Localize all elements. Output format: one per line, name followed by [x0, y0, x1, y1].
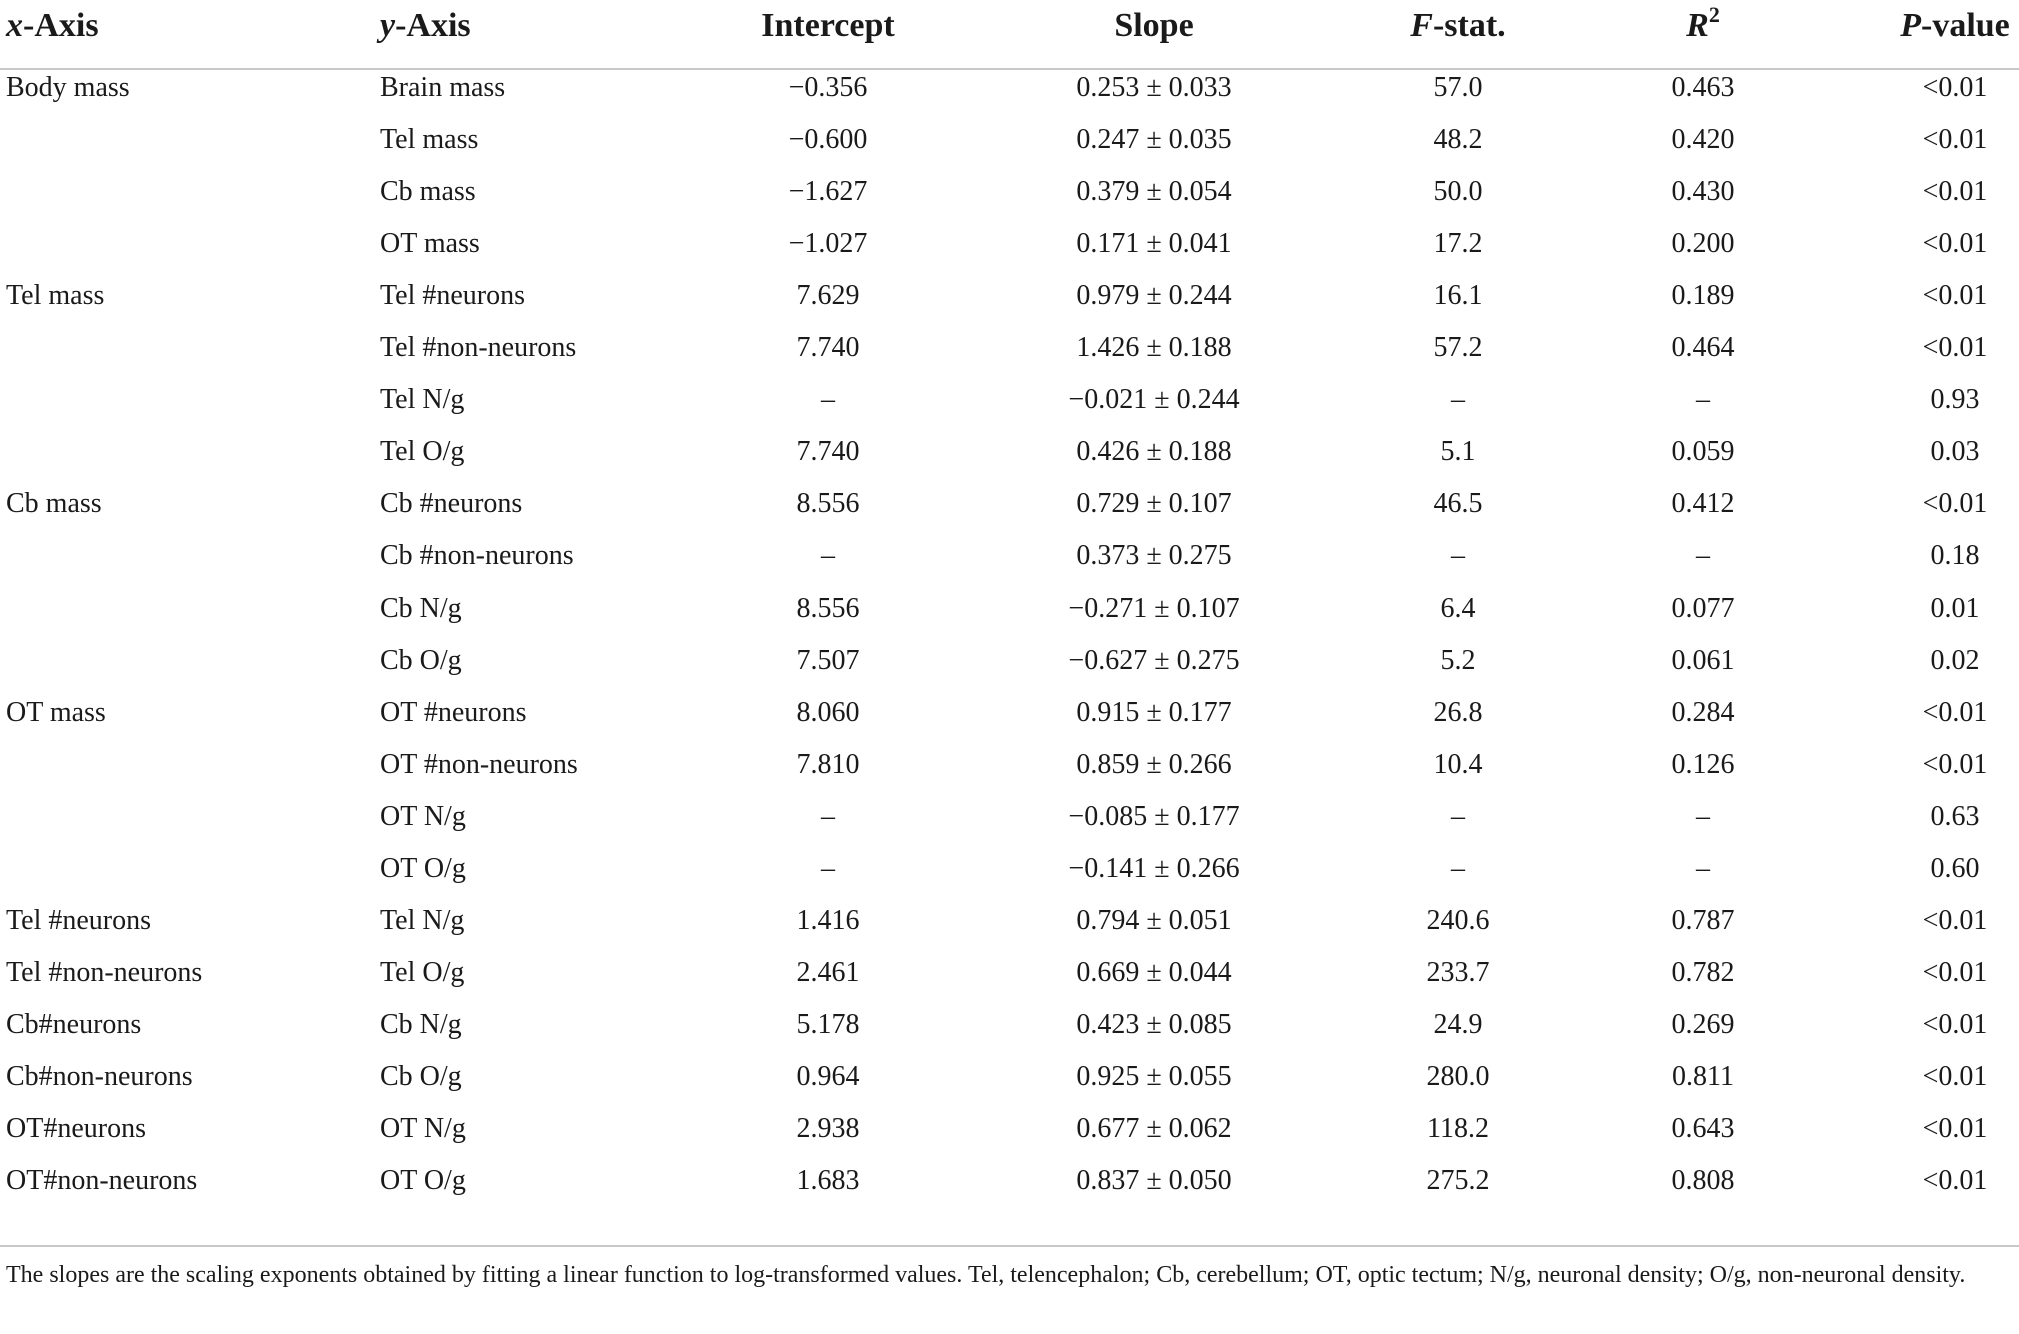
p-value-cell: <0.01 [1922, 696, 1988, 728]
intercept-cell: 7.507 [796, 644, 860, 676]
x-axis-cell: OT mass [6, 696, 106, 728]
slope-cell: 0.794 ± 0.051 [1076, 904, 1232, 936]
intercept-cell: −1.027 [788, 228, 868, 260]
intercept-cell: 7.740 [796, 436, 860, 468]
y-axis-cell: OT O/g [380, 1165, 466, 1197]
table-header [0, 0, 2019, 68]
table-row [0, 947, 2019, 999]
header-p-value: P-value [1900, 7, 2010, 44]
p-value-cell: 0.60 [1930, 852, 1980, 884]
x-axis-cell: Cb#neurons [6, 1008, 142, 1040]
y-axis-cell: Tel N/g [380, 384, 465, 416]
slope-cell: −0.085 ± 0.177 [1068, 800, 1240, 832]
intercept-cell: 2.461 [796, 956, 860, 988]
intercept-cell: 7.810 [796, 748, 860, 780]
table-row [0, 1051, 2019, 1103]
table-row [0, 114, 2019, 166]
header-f-stat: F-stat. [1410, 7, 1506, 44]
p-value-cell: 0.18 [1930, 540, 1980, 572]
r-squared-cell: 0.782 [1671, 956, 1735, 988]
header-intercept: Intercept [761, 7, 895, 44]
x-axis-cell: OT#neurons [6, 1113, 146, 1144]
p-value-cell: <0.01 [1922, 280, 1988, 312]
y-axis-cell: Cb #non-neurons [380, 540, 574, 572]
f-stat-cell: 5.2 [1440, 644, 1476, 676]
intercept-cell: 7.740 [796, 332, 860, 364]
slope-cell: 0.925 ± 0.055 [1076, 1060, 1232, 1092]
y-axis-cell: OT N/g [380, 800, 466, 832]
p-value-cell: <0.01 [1922, 488, 1988, 520]
p-value-cell: <0.01 [1922, 1008, 1988, 1040]
p-value-cell: <0.01 [1922, 72, 1988, 103]
f-stat-cell: 50.0 [1433, 176, 1483, 208]
intercept-cell: −0.600 [788, 124, 868, 156]
r-squared-cell: 0.787 [1671, 904, 1735, 936]
slope-cell: 0.426 ± 0.188 [1076, 436, 1232, 468]
f-stat-cell: – [1451, 384, 1465, 416]
f-stat-cell: 5.1 [1440, 436, 1476, 468]
r-squared-cell: 0.811 [1672, 1060, 1734, 1092]
p-value-cell: <0.01 [1922, 1060, 1988, 1092]
table-row [0, 1155, 2019, 1207]
p-value-cell: <0.01 [1922, 332, 1988, 364]
p-value-cell: 0.01 [1930, 592, 1980, 624]
f-stat-cell: 57.2 [1433, 332, 1483, 364]
intercept-cell: 1.683 [796, 1165, 860, 1197]
p-value-cell: <0.01 [1922, 228, 1988, 260]
slope-cell: 0.247 ± 0.035 [1076, 124, 1232, 156]
f-stat-cell: 26.8 [1433, 696, 1483, 728]
slope-cell: 0.677 ± 0.062 [1076, 1113, 1232, 1144]
f-stat-cell: – [1451, 852, 1465, 884]
y-axis-cell: OT O/g [380, 852, 466, 884]
r-squared-cell: – [1696, 540, 1710, 572]
f-stat-cell: – [1451, 540, 1465, 572]
table-row [0, 218, 2019, 270]
x-axis-cell: Tel #non-neurons [6, 956, 203, 988]
slope-cell: 0.379 ± 0.054 [1076, 176, 1232, 208]
y-axis-cell: Cb O/g [380, 644, 462, 676]
y-axis-cell: Cb mass [380, 176, 476, 208]
table-bottom-divider [0, 1245, 2019, 1247]
r-squared-cell: 0.464 [1671, 332, 1735, 364]
f-stat-cell: 280.0 [1426, 1060, 1490, 1092]
intercept-cell: −1.627 [788, 176, 868, 208]
slope-cell: −0.627 ± 0.275 [1068, 644, 1240, 676]
header-y-axis: y-Axis [380, 7, 471, 44]
slope-cell: 0.979 ± 0.244 [1076, 280, 1232, 312]
r-squared-cell: 0.077 [1671, 592, 1735, 624]
r-squared-cell: 0.059 [1671, 436, 1735, 468]
header-slope: Slope [1114, 7, 1194, 44]
slope-cell: 0.859 ± 0.266 [1076, 748, 1232, 780]
intercept-cell: 2.938 [796, 1113, 860, 1144]
intercept-cell: 8.556 [796, 592, 860, 624]
f-stat-cell: 10.4 [1433, 748, 1483, 780]
intercept-cell: – [821, 384, 835, 416]
f-stat-cell: 275.2 [1426, 1165, 1490, 1197]
slope-cell: 0.669 ± 0.044 [1076, 956, 1232, 988]
table-row [0, 374, 2019, 426]
slope-cell: 0.423 ± 0.085 [1076, 1008, 1232, 1040]
f-stat-cell: 57.0 [1433, 72, 1483, 103]
r-squared-cell: – [1696, 852, 1710, 884]
slope-cell: 1.426 ± 0.188 [1076, 332, 1232, 364]
p-value-cell: <0.01 [1922, 748, 1988, 780]
table-row [0, 478, 2019, 530]
f-stat-cell: 24.9 [1433, 1008, 1483, 1040]
table-row [0, 635, 2019, 687]
r-squared-cell: – [1696, 800, 1710, 832]
table-row [0, 62, 2019, 114]
table-row [0, 687, 2019, 739]
y-axis-cell: OT #neurons [380, 696, 527, 728]
intercept-cell: 7.629 [796, 280, 860, 312]
r-squared-cell: 0.430 [1671, 176, 1735, 208]
r-squared-cell: 0.126 [1671, 748, 1735, 780]
slope-cell: 0.837 ± 0.050 [1076, 1165, 1232, 1197]
table-row [0, 843, 2019, 895]
slope-cell: −0.021 ± 0.244 [1068, 384, 1240, 416]
r-squared-cell: 0.420 [1671, 124, 1735, 156]
slope-cell: −0.141 ± 0.266 [1068, 852, 1240, 884]
p-value-cell: 0.63 [1930, 800, 1980, 832]
intercept-cell: 8.556 [796, 488, 860, 520]
r-squared-cell: 0.269 [1671, 1008, 1735, 1040]
f-stat-cell: 240.6 [1426, 904, 1490, 936]
r-squared-cell: – [1696, 384, 1710, 416]
r-squared-cell: 0.061 [1671, 644, 1735, 676]
p-value-cell: <0.01 [1922, 956, 1988, 988]
table-row [0, 583, 2019, 635]
y-axis-cell: Cb #neurons [380, 488, 523, 520]
y-axis-cell: Tel O/g [380, 436, 465, 468]
slope-cell: −0.271 ± 0.107 [1068, 592, 1240, 624]
table-row [0, 739, 2019, 791]
f-stat-cell: 6.4 [1440, 592, 1476, 624]
table-row [0, 1103, 2019, 1155]
r-squared-cell: 0.463 [1671, 72, 1735, 103]
x-axis-cell: Body mass [6, 72, 130, 103]
slope-cell: 0.373 ± 0.275 [1076, 540, 1232, 572]
slope-cell: 0.171 ± 0.041 [1076, 228, 1232, 260]
y-axis-cell: Cb O/g [380, 1060, 462, 1092]
table-row [0, 530, 2019, 582]
intercept-cell: −0.356 [788, 72, 868, 103]
r-squared-cell: 0.412 [1671, 488, 1735, 520]
table-row [0, 166, 2019, 218]
table-row [0, 791, 2019, 843]
p-value-cell: <0.01 [1922, 1113, 1988, 1144]
y-axis-cell: Brain mass [380, 72, 506, 103]
header-r-squared: $R^2$ [1686, 1, 1720, 44]
r-squared-cell: 0.808 [1671, 1165, 1735, 1197]
table-row [0, 895, 2019, 947]
f-stat-cell: 48.2 [1433, 124, 1483, 156]
table-footnote: The slopes are the scaling exponents obtained by fitting a linear function to log-transformed values. Tel, telencephalon; Cb, cerebellum; OT, optic tectum; N/g, neuronal density; O/g, non-neuronal density. [6, 1262, 1966, 1288]
intercept-cell: – [821, 540, 835, 572]
f-stat-cell: 233.7 [1426, 956, 1490, 988]
f-stat-cell: 16.1 [1433, 280, 1483, 312]
y-axis-cell: Cb N/g [380, 1008, 462, 1040]
p-value-cell: <0.01 [1922, 124, 1988, 156]
intercept-cell: 8.060 [796, 696, 860, 728]
intercept-cell: 0.964 [796, 1060, 860, 1092]
y-axis-cell: Tel O/g [380, 956, 465, 988]
table-row [0, 270, 2019, 322]
x-axis-cell: Cb#non-neurons [6, 1060, 193, 1092]
table-row [0, 426, 2019, 478]
p-value-cell: <0.01 [1922, 1165, 1988, 1197]
r-squared-cell: 0.643 [1671, 1113, 1735, 1144]
x-axis-cell: Tel mass [6, 280, 105, 312]
p-value-cell: <0.01 [1922, 176, 1988, 208]
header-x-axis: x-Axis [6, 7, 99, 44]
p-value-cell: 0.03 [1930, 436, 1980, 468]
p-value-cell: 0.93 [1930, 384, 1980, 416]
f-stat-cell: 118.2 [1427, 1113, 1489, 1144]
table-row [0, 999, 2019, 1051]
y-axis-cell: Cb N/g [380, 592, 462, 624]
y-axis-cell: Tel #non-neurons [380, 332, 577, 364]
table-row [0, 322, 2019, 374]
intercept-cell: 1.416 [796, 904, 860, 936]
y-axis-cell: OT mass [380, 228, 480, 260]
y-axis-cell: Tel N/g [380, 904, 465, 936]
intercept-cell: – [821, 852, 835, 884]
y-axis-cell: OT N/g [380, 1113, 466, 1144]
f-stat-cell: 46.5 [1433, 488, 1483, 520]
y-axis-cell: OT #non-neurons [380, 748, 578, 780]
x-axis-cell: Cb mass [6, 488, 102, 520]
intercept-cell: – [821, 800, 835, 832]
x-axis-cell: OT#non-neurons [6, 1165, 198, 1197]
slope-cell: 0.253 ± 0.033 [1076, 72, 1232, 103]
p-value-cell: 0.02 [1930, 644, 1980, 676]
y-axis-cell: Tel mass [380, 124, 479, 156]
f-stat-cell: 17.2 [1433, 228, 1483, 260]
r-squared-cell: 0.200 [1671, 228, 1735, 260]
p-value-cell: <0.01 [1922, 904, 1988, 936]
f-stat-cell: – [1451, 800, 1465, 832]
r-squared-cell: 0.189 [1671, 280, 1735, 312]
x-axis-cell: Tel #neurons [6, 904, 152, 936]
slope-cell: 0.729 ± 0.107 [1076, 488, 1232, 520]
y-axis-cell: Tel #neurons [380, 280, 526, 312]
slope-cell: 0.915 ± 0.177 [1076, 696, 1232, 728]
r-squared-cell: 0.284 [1671, 696, 1735, 728]
intercept-cell: 5.178 [796, 1008, 860, 1040]
